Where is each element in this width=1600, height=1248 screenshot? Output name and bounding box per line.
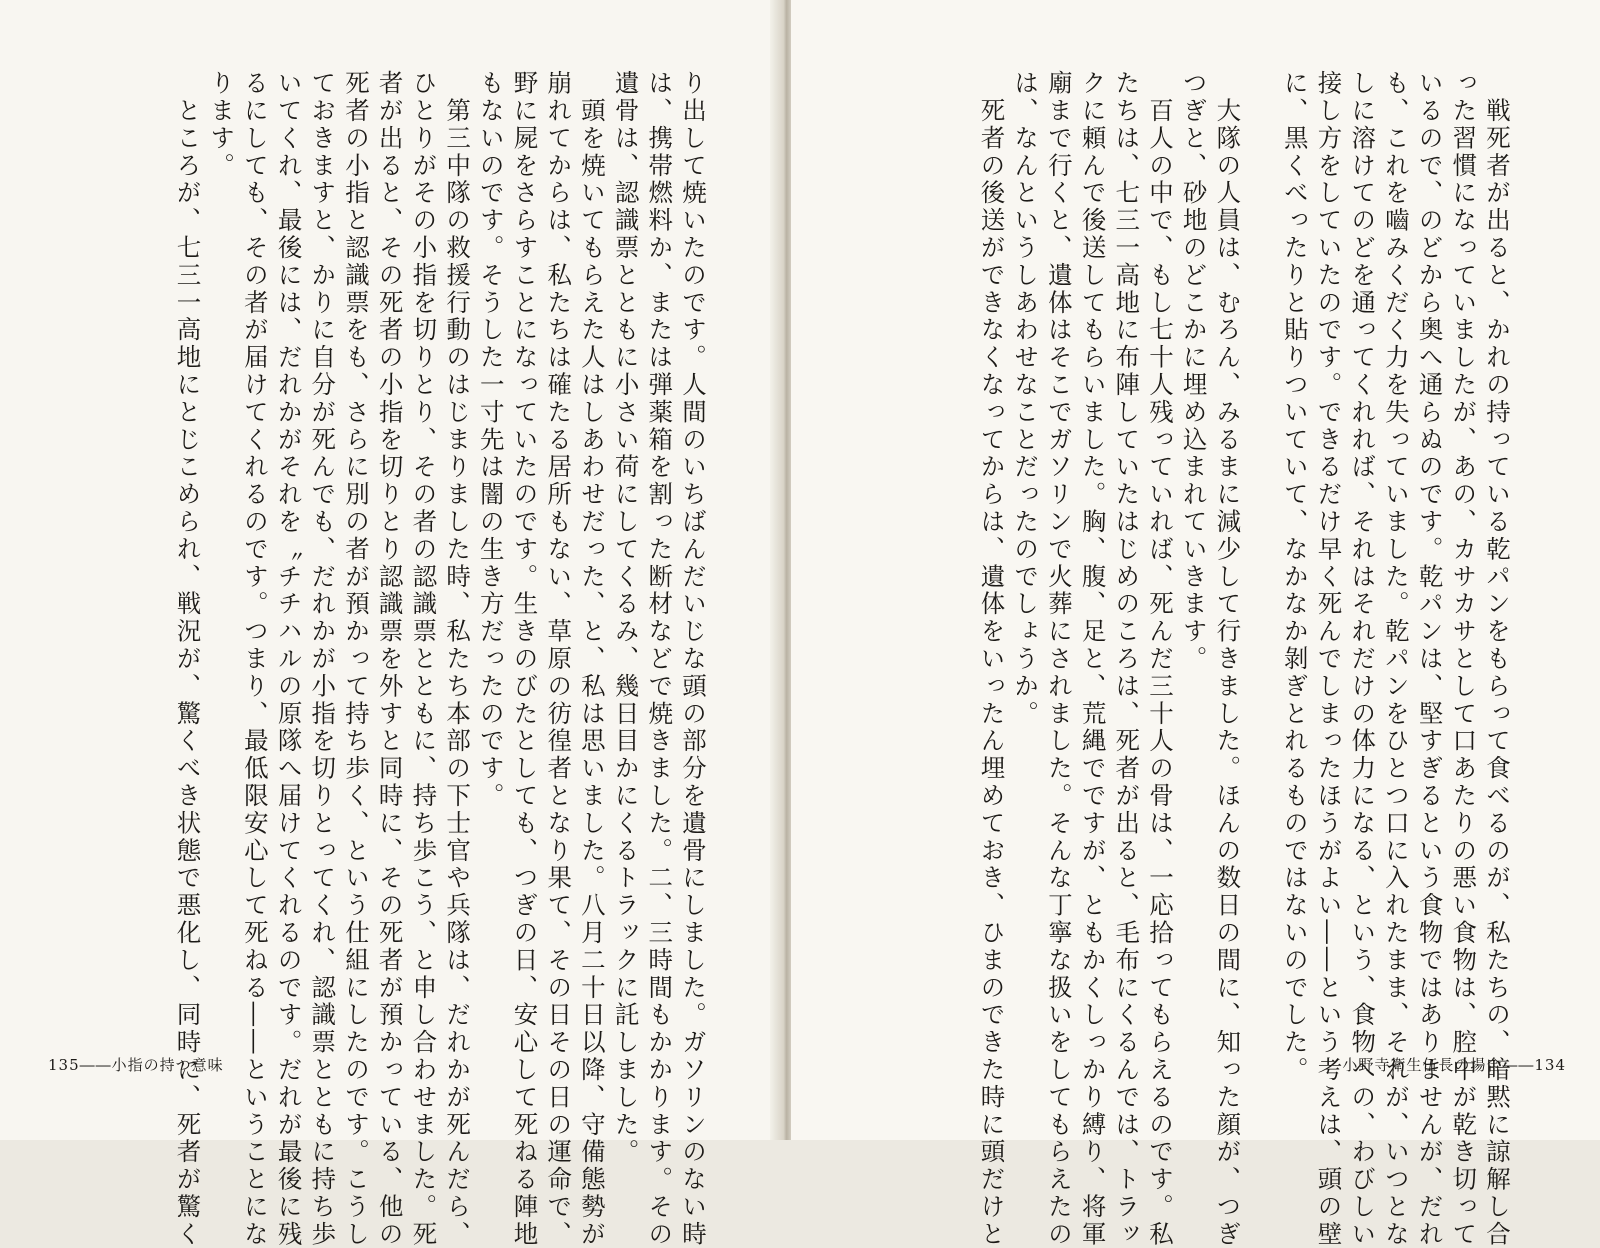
text-column: り出して焼いたのです。人間のいちばんだいじな頭の部分を遺骨にしました。ガソリンのない時 — [679, 70, 708, 1248]
text-column: もないのです。そうした一寸先は闇の生き方だったのです。 — [476, 70, 506, 810]
text-column: った習慣になっていましたが、あの、カサカサとして口あたりの悪い食物は、腔中が乾き切って — [1449, 70, 1479, 1248]
text-column: 死者の後送ができなくなってからは、遺体をいったん埋めておき、ひまのできた時に頭だけと — [977, 70, 1007, 1248]
text-column: 頭を焼いてもらえた人はしあわせだった、と、私は思いました。八月二十日以降、守備態勢が — [577, 70, 607, 1248]
text-column: 百人の中で、もし七十人残っていれば、死んだ三十人の骨は、一応拾ってもらえるのです。私 — [1145, 70, 1175, 1248]
text-column: ひとりがその小指を切りとり、その者の認識票とともに、持ち歩こう、と申し合わせました。死 — [409, 70, 439, 1248]
text-column: ておきますと、かりに自分が死んでも、だれかが小指を切りとってくれ、認識票とともに持ち歩 — [308, 70, 338, 1248]
page-footer-right: 小野寺衛生伍長の場合――134 — [1342, 1056, 1566, 1074]
text-column: は、携帯燃料か、または弾薬箱を割った断材などで焼きました。二、三時間もかかります。その — [645, 70, 675, 1248]
text-column: 戦死者が出ると、かれの持っている乾パンをもらって食べるのが、私たちの、暗黙に諒解し合 — [1483, 70, 1512, 1248]
text-column: つぎと、砂地のどこかに埋め込まれていきます。 — [1179, 70, 1209, 673]
text-column: いてくれ、最後には、だれかがそれを〝チチハルの原隊へ届けてくれるのです。だれが最後に残 — [274, 70, 304, 1248]
page-footer-left: 135――小指の持つ意味 — [48, 1056, 224, 1074]
text-column: ところが、七三一高地にとじこめられ、戦況が、驚くべき状態で悪化し、同時に、死者が驚く — [173, 70, 203, 1248]
text-column: クに頼んで後送してもらいました。胸、腹、足と、荒縄でですが、ともかくしっかり縛り、将軍 — [1078, 70, 1108, 1248]
text-column: 遺骨は、認識票とともに小さい荷にしてくるみ、幾日目かにくるトラックに託しました。 — [611, 70, 641, 1166]
text-column: 第三中隊の救援行動のはじまりました時、私たち本部の下士官や兵隊は、だれかが死んだら、 — [443, 70, 473, 1248]
right-page — [791, 0, 1600, 1248]
text-column: たちは、七三一高地に布陣していたはじめのころは、死者が出ると、毛布にくるんでは、トラッ — [1112, 70, 1142, 1248]
text-column: 接し方をしていたのです。できるだけ早く死んでしまったほうがよい――という考えは、頭の壁 — [1314, 70, 1344, 1248]
text-column: 死者の小指と認識票をも、さらに別の者が預かって持ち歩く、という仕組にしたのです。こうし — [341, 70, 371, 1248]
text-column: も、これを嚙みくだく力を失っていました。乾パンをひとつ口に入れたまま、それが、いつとな — [1381, 70, 1411, 1248]
text-column: 廟まで行くと、遺体はそこでガソリンで火葬にされました。そんな丁寧な扱いをしてもらえたの — [1044, 70, 1074, 1248]
text-column: に、黒くべったりと貼りついていて、なかなか剝ぎとれるものではないのでした。 — [1280, 70, 1310, 1084]
text-column: るにしても、その者が届けてくれるのです。つまり、最低限安心して死ねる――ということにな — [240, 70, 270, 1248]
text-column: 野に屍をさらすことになっていたのです。生きのびたとしても、つぎの日、安心して死ねる陣地 — [510, 70, 540, 1248]
text-column: しに溶けてのどを通ってくれれば、それはそれだけの体力になる、という、食物への、わびしい — [1348, 70, 1378, 1248]
text-column: 大隊の人員は、むろん、みるまに減少して行きました。ほんの数日の間に、知った顔が、つぎ — [1213, 70, 1243, 1248]
text-column: 崩れてからは、私たちは確たる居所もない、草原の彷徨者となり果て、その日その日の運命で、 — [544, 70, 574, 1248]
text-column: ります。 — [207, 70, 237, 180]
text-column: 者が出ると、その死者の小指を切りとり認識票を外すと同時に、その死者が預かっている、他の — [375, 70, 405, 1248]
text-column: いるので、のどから奥へ通らぬのです。乾パンは、堅すぎるという食物ではありませんが、だれ — [1415, 70, 1445, 1248]
left-page — [0, 0, 786, 1248]
text-column: は、なんというしあわせなことだったのでしょうか。 — [1011, 70, 1041, 728]
